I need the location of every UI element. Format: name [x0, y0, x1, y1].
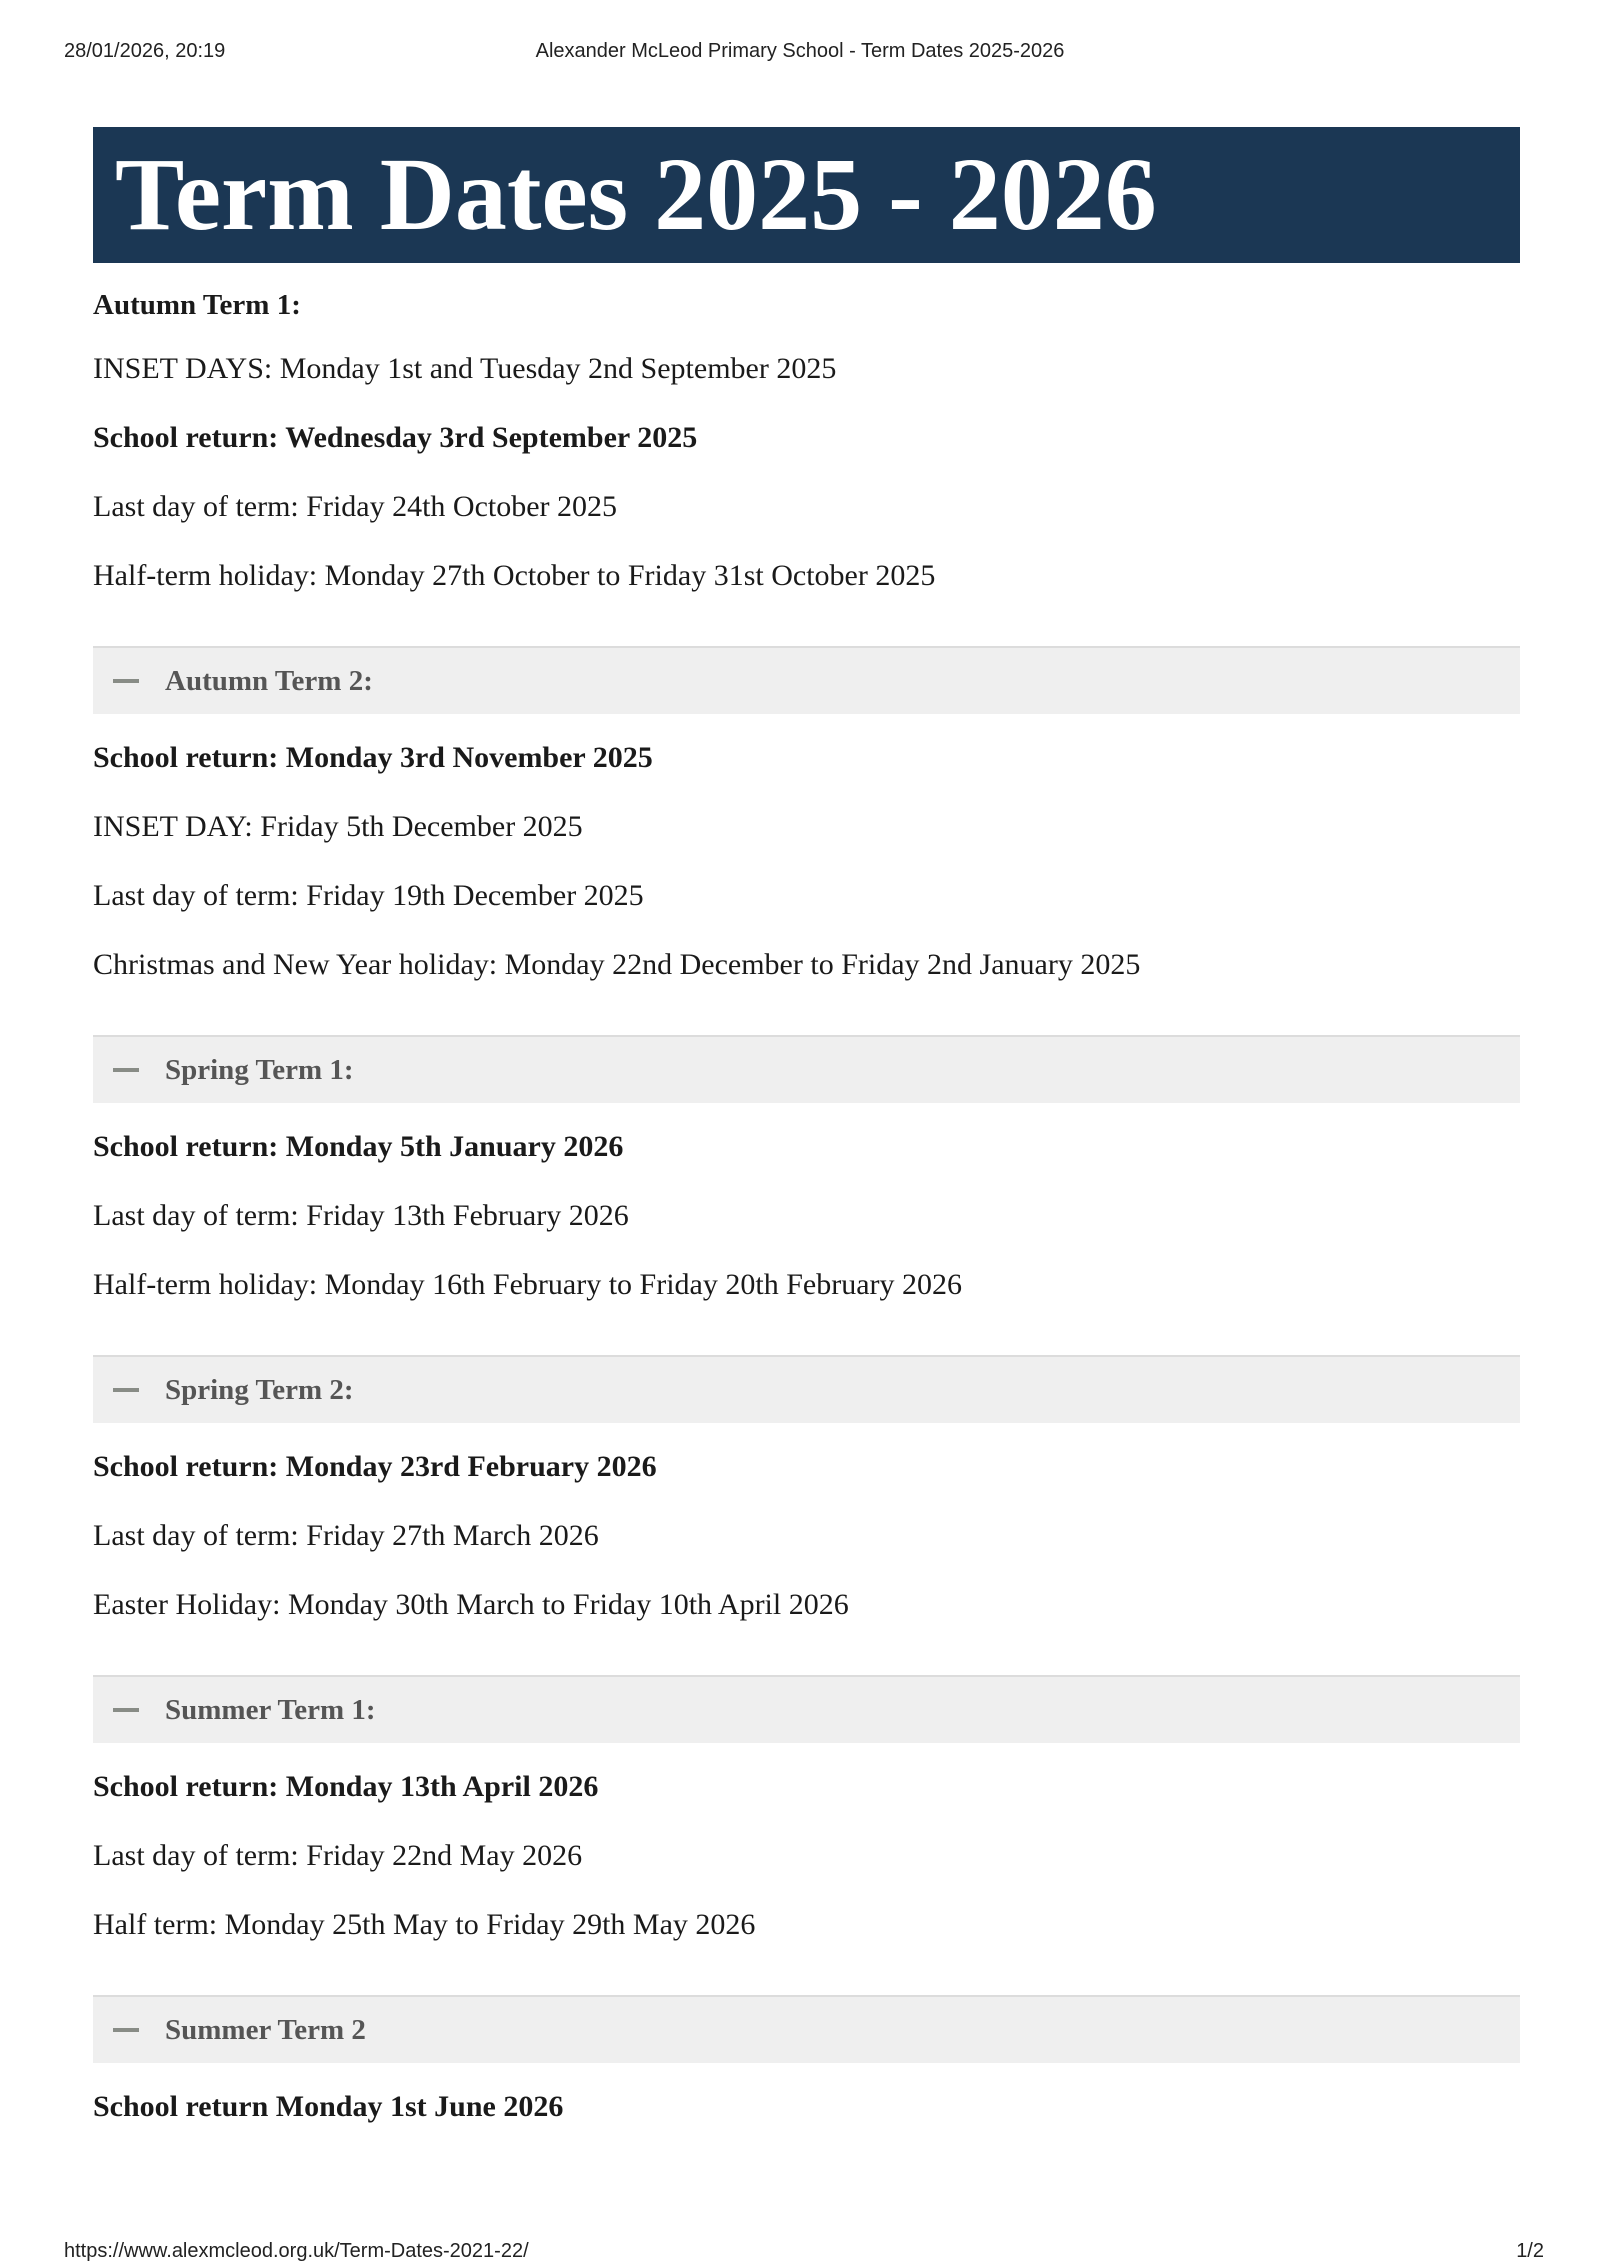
accordion-header-spring-term-2[interactable]: [93, 1355, 1520, 1423]
accordion-header-summer-term-2[interactable]: [93, 1995, 1520, 2063]
accordion-header-autumn-term-2[interactable]: [93, 646, 1520, 714]
date-line: Christmas and New Year holiday: Monday 22nd December to Friday 2nd January 2025: [93, 948, 1141, 981]
date-line-return: School return: Monday 13th April 2026: [93, 1770, 599, 1803]
main-content: [93, 127, 1520, 2127]
date-line: Half term: Monday 25th May to Friday 29th May 2026: [93, 1908, 756, 1941]
accordion-header-spring-term-1[interactable]: [93, 1035, 1520, 1103]
date-line: Last day of term: Friday 24th October 2025: [93, 490, 618, 523]
print-page-title: Alexander McLeod Primary School - Term Dates 2025-2026: [535, 40, 1065, 62]
date-line-return: School return Monday 1st June 2026: [93, 2090, 564, 2123]
date-line: Last day of term: Friday 13th February 2026: [93, 1199, 629, 1232]
collapse-icon: [113, 1068, 139, 1072]
date-line-return: School return: Monday 3rd November 2025: [93, 741, 653, 774]
section-autumn-term-2: [93, 646, 1520, 985]
section-summer-term-2: [93, 1995, 1520, 2127]
date-line: Last day of term: Friday 27th March 2026: [93, 1519, 599, 1552]
collapse-icon: [113, 679, 139, 683]
print-datetime: 28/01/2026, 20:19: [64, 40, 226, 62]
date-line: Last day of term: Friday 19th December 2025: [93, 879, 644, 912]
accordion-label: Summer Term 1:: [165, 1693, 376, 1726]
section-spring-term-1: [93, 1035, 1520, 1305]
page-banner: [93, 127, 1520, 263]
page-title: Term Dates 2025 - 2026: [115, 137, 1157, 252]
collapse-icon: [113, 1388, 139, 1392]
accordion-header-summer-term-1[interactable]: [93, 1675, 1520, 1743]
date-line-return: School return: Wednesday 3rd September 2025: [93, 421, 698, 454]
print-url: https://www.alexmcleod.org.uk/Term-Dates-2021-22/: [64, 2240, 529, 2262]
section-summer-term-1: [93, 1675, 1520, 1945]
accordion-label: Spring Term 1:: [165, 1053, 354, 1086]
date-line: Easter Holiday: Monday 30th March to Friday 10th April 2026: [93, 1588, 849, 1621]
print-page-number: 1/2: [1516, 2240, 1544, 2262]
date-line: INSET DAYS: Monday 1st and Tuesday 2nd September 2025: [93, 352, 837, 385]
accordion-label: Spring Term 2:: [165, 1373, 354, 1406]
section-autumn-term-1: [93, 285, 1520, 596]
date-line: Half-term holiday: Monday 16th February to Friday 20th February 2026: [93, 1268, 963, 1301]
accordion-label: Autumn Term 2:: [165, 664, 373, 697]
date-line: Last day of term: Friday 22nd May 2026: [93, 1839, 583, 1872]
date-line-return: School return: Monday 23rd February 2026: [93, 1450, 657, 1483]
collapse-icon: [113, 2028, 139, 2032]
date-line-return: School return: Monday 5th January 2026: [93, 1130, 624, 1163]
print-footer: [0, 2240, 1600, 2264]
date-line: INSET DAY: Friday 5th December 2025: [93, 810, 583, 843]
section-spring-term-2: [93, 1355, 1520, 1625]
date-line: Half-term holiday: Monday 27th October to Friday 31st October 2025: [93, 559, 936, 592]
section-title: Autumn Term 1:: [93, 289, 301, 321]
accordion-label: Summer Term 2: [165, 2013, 366, 2046]
collapse-icon: [113, 1708, 139, 1712]
print-header: [0, 40, 1600, 70]
